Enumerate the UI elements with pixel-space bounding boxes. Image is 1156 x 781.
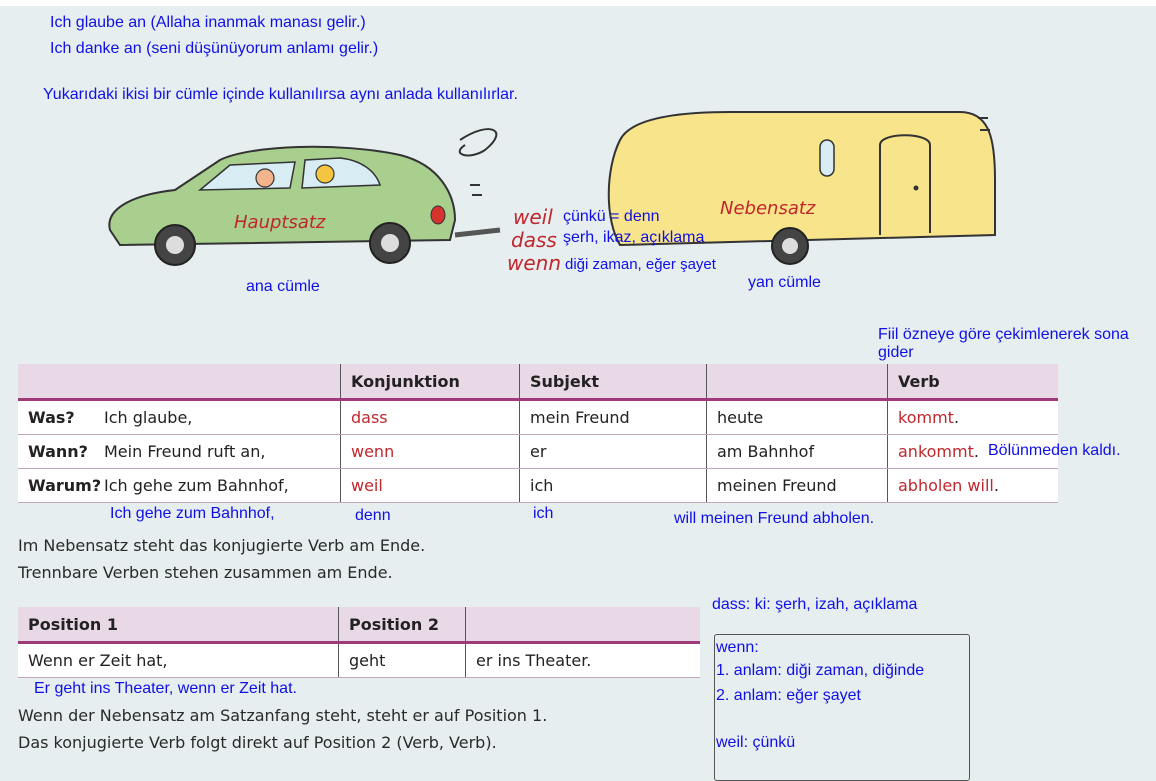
table-row [18, 643, 700, 678]
subject-cell: ich [520, 469, 707, 503]
rest-cell: er ins Theater. [466, 643, 701, 678]
verb-cell [888, 469, 1059, 503]
table-row [18, 469, 1058, 503]
gloss-wenn: diği zaman, eğer şayet [565, 256, 716, 273]
rule-line-1: Im Nebensatz steht das konjugierte Verb am Ende. [18, 536, 426, 555]
table-header-cell [707, 364, 888, 400]
conjunction-cell: wenn [341, 435, 520, 469]
verb-text: ankommt [898, 442, 974, 461]
main-clause-cell [18, 400, 341, 435]
punctuation: . [973, 442, 979, 461]
label-nebensatz: Nebensatz [720, 198, 816, 219]
question-word: Was? [28, 408, 75, 427]
main-clause: Ich gehe zum Bahnhof, [104, 476, 289, 495]
label-yan-cumle: yan cümle [748, 274, 821, 291]
question-word: Warum? [28, 476, 102, 495]
note-weil: weil: çünkü [716, 734, 796, 751]
conjunction-cell: weil [341, 469, 520, 503]
main-clause-cell [18, 435, 341, 469]
side-note-unsplit: Bölünmeden kaldı. [988, 442, 1121, 459]
gloss-dass: şerh, ikaz, açıklama [563, 229, 705, 246]
note-line-2: Ich danke an (seni düşünüyorum anlamı gelir.) [50, 40, 379, 57]
subject-cell: mein Freund [520, 400, 707, 435]
conj-dass: dass [511, 228, 557, 252]
label-hauptsatz: Hauptsatz [234, 212, 326, 233]
question-word: Wann? [28, 442, 88, 461]
passenger-icon [316, 165, 334, 183]
main-clause: Mein Freund ruft an, [104, 442, 266, 461]
note-wenn-1: 1. anlam: diği zaman, diğinde [716, 662, 925, 679]
punctuation: . [993, 476, 999, 495]
table-header-cell: Position 2 [339, 607, 466, 643]
note-dass: dass: ki: şerh, izah, açıklama [712, 596, 918, 613]
note-wenn-title: wenn: [716, 639, 759, 656]
position-2-cell: geht [339, 643, 466, 678]
rule2-line-1: Wenn der Nebensatz am Satzanfang steht, steht er auf Position 1. [18, 706, 548, 725]
trailer-window [820, 140, 834, 176]
rewrite-c: ich [533, 505, 554, 522]
table-header-cell: Verb [888, 364, 1059, 400]
table-header-row [18, 607, 700, 643]
table-row [18, 435, 1058, 469]
verb-cell [888, 400, 1059, 435]
rule2-line-2: Das konjugierte Verb folgt direkt auf Position 2 (Verb, Verb). [18, 733, 497, 752]
conj-weil: weil [513, 205, 553, 229]
table-header-cell [18, 364, 341, 400]
rewrite-d: will meinen Freund abholen. [674, 510, 875, 527]
middle-cell: am Bahnhof [707, 435, 888, 469]
main-clause-cell [18, 469, 341, 503]
table-header-cell [466, 607, 701, 643]
conj-wenn: wenn [507, 251, 562, 275]
note-line-3: Yukarıdaki ikisi bir cümle içinde kullanılırsa aynı anlada kullanılırlar. [43, 86, 518, 103]
rule-line-2: Trennbare Verben stehen zusammen am Ende. [18, 563, 393, 582]
table-header-cell: Konjunktion [341, 364, 520, 400]
verb-note: Fiil özneye göre çekimlenerek sona gider [878, 326, 1129, 361]
conjunction-cell: dass [341, 400, 520, 435]
main-clause: Ich glaube, [104, 408, 193, 427]
position-table [18, 607, 700, 678]
label-ana-cumle: ana cümle [246, 278, 320, 295]
top-border [0, 0, 1156, 6]
table-header-row [18, 364, 1058, 400]
rewrite-a: Ich gehe zum Bahnhof, [110, 505, 275, 522]
punctuation: . [953, 408, 960, 427]
conjunction-table [18, 364, 1058, 503]
gloss-weil: çünkü = denn [563, 208, 660, 225]
position-1-cell: Wenn er Zeit hat, [18, 643, 339, 678]
verb-text: kommt [898, 408, 954, 427]
table-header-cell: Subjekt [520, 364, 707, 400]
rewrite-example: Er geht ins Theater, wenn er Zeit hat. [34, 680, 297, 697]
note-wenn-2: 2. anlam: eğer şayet [716, 687, 861, 704]
table-header-cell: Position 1 [18, 607, 339, 643]
middle-cell: meinen Freund [707, 469, 888, 503]
verb-text: abholen will [898, 476, 994, 495]
tow-hitch [455, 230, 500, 235]
trailer-body [609, 112, 995, 245]
table-row [18, 400, 1058, 435]
subject-cell: er [520, 435, 707, 469]
rewrite-b: denn [355, 507, 391, 524]
note-line-1: Ich glaube an (Allaha inanmak manası gelir.) [50, 14, 366, 31]
driver-icon [256, 169, 274, 187]
middle-cell: heute [707, 400, 888, 435]
motion-swirl [460, 129, 497, 155]
tail-light-icon [431, 206, 445, 224]
